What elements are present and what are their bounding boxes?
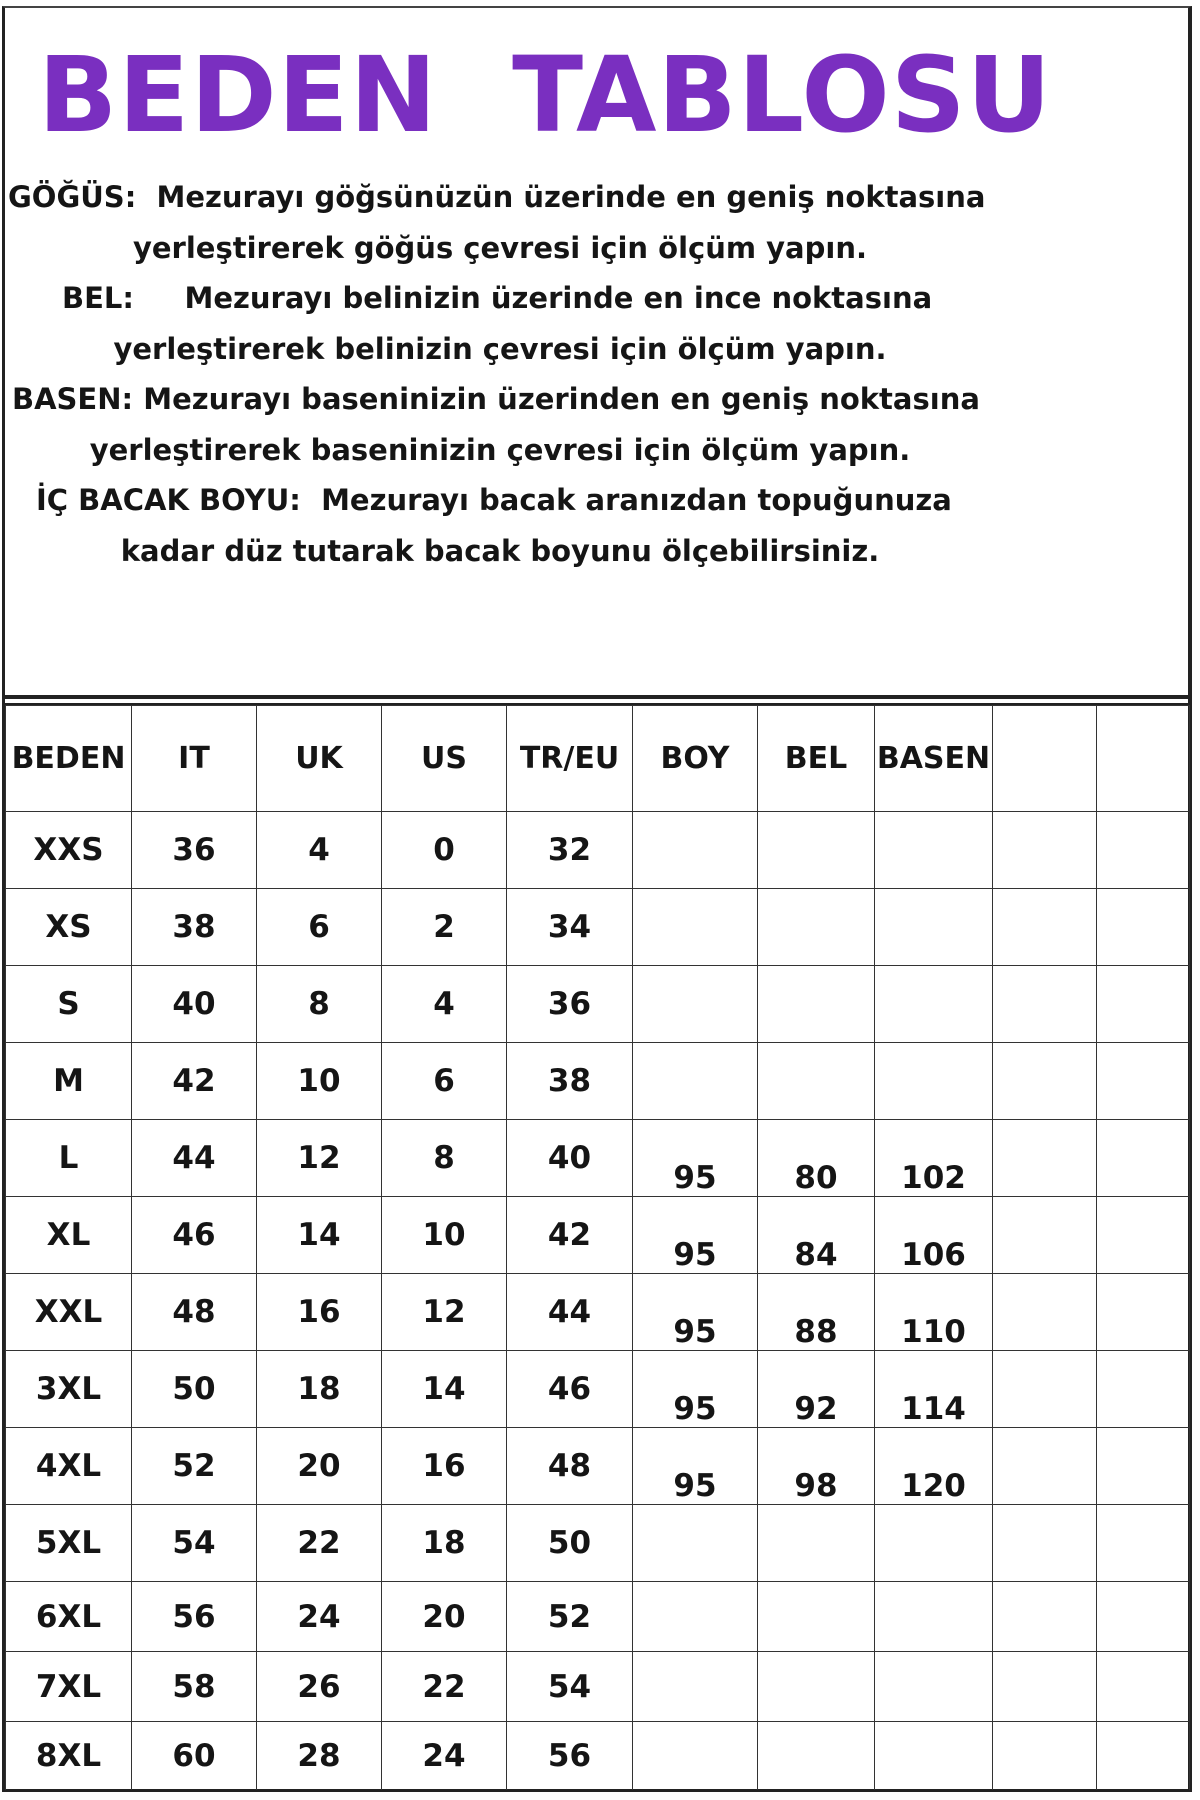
table-cell: 36 [132,812,257,889]
table-cell [993,1197,1097,1274]
table-cell [1097,1428,1190,1505]
table-cell: 58 [132,1652,257,1722]
table-cell: 2 [382,889,507,966]
table-cell [875,1722,993,1790]
table-cell [1097,1274,1190,1351]
table-cell: 106 [875,1197,993,1274]
column-header: BASEN [875,706,993,812]
table-cell: 36 [507,966,633,1043]
size-label-cell: XL [6,1197,132,1274]
table-cell [1097,1197,1190,1274]
table-cell: 95 [633,1197,758,1274]
table-row [6,889,1190,966]
column-header: US [382,706,507,812]
table-cell: 60 [132,1722,257,1790]
table-cell: 40 [132,966,257,1043]
size-label-cell: 4XL [6,1428,132,1505]
table-cell: 52 [132,1428,257,1505]
table-cell: 12 [382,1274,507,1351]
table-cell: 95 [633,1428,758,1505]
table-cell: 22 [382,1652,507,1722]
table-row [6,1428,1190,1505]
table-cell: 120 [875,1428,993,1505]
table-cell [633,1582,758,1652]
table-cell [993,1351,1097,1428]
table-cell [758,1582,875,1652]
table-cell [758,1505,875,1582]
size-label-cell: S [6,966,132,1043]
table-cell: 10 [382,1197,507,1274]
size-label-cell: XXS [6,812,132,889]
size-label-cell: L [6,1120,132,1197]
table-cell [1097,1043,1190,1120]
instruction-line: BASEN: Mezurayı baseninizin üzerinden en geniş noktasına [12,382,980,416]
table-cell [633,1722,758,1790]
table-cell: 20 [257,1428,382,1505]
table-cell [993,1274,1097,1351]
table-cell [633,1505,758,1582]
table-cell [993,889,1097,966]
table-cell [875,812,993,889]
table-cell: 44 [132,1120,257,1197]
column-header: BEL [758,706,875,812]
table-cell [758,1722,875,1790]
table-cell [993,966,1097,1043]
table-cell [993,1428,1097,1505]
table-cell: 98 [758,1428,875,1505]
table-cell [1097,1652,1190,1722]
table-row [6,812,1190,889]
table-cell: 92 [758,1351,875,1428]
size-label-cell: 7XL [6,1652,132,1722]
table-row [6,1722,1190,1790]
table-cell [758,966,875,1043]
table-cell [875,1043,993,1120]
column-header: IT [132,706,257,812]
table-cell: 12 [257,1120,382,1197]
table-cell: 6 [257,889,382,966]
table-cell: 4 [382,966,507,1043]
table-cell: 16 [382,1428,507,1505]
table-cell: 20 [382,1582,507,1652]
size-label-cell: 8XL [6,1722,132,1790]
table-cell [1097,966,1190,1043]
table-cell [758,812,875,889]
table-cell [993,1722,1097,1790]
table-cell: 102 [875,1120,993,1197]
table-cell: 6 [382,1043,507,1120]
table-cell: 38 [132,889,257,966]
table-cell: 54 [507,1652,633,1722]
instruction-line: BEL: Mezurayı belinizin üzerinde en ince noktasına [62,281,933,315]
section-divider [5,695,1191,699]
table-row [6,1197,1190,1274]
table-cell: 24 [382,1722,507,1790]
table-cell: 14 [382,1351,507,1428]
table-cell [633,966,758,1043]
table-cell: 95 [633,1274,758,1351]
column-header [1097,706,1190,812]
table-cell: 16 [257,1274,382,1351]
table-body [6,812,1190,1790]
table-cell: 50 [132,1351,257,1428]
table-cell [1097,1722,1190,1790]
table-cell: 22 [257,1505,382,1582]
table-cell [993,1043,1097,1120]
instruction-line: İÇ BACAK BOYU: Mezurayı bacak aranızdan topuğunuza [36,483,952,517]
table-cell [875,966,993,1043]
table-cell [993,1120,1097,1197]
table-cell [758,1043,875,1120]
table-row [6,1274,1190,1351]
size-label-cell: XS [6,889,132,966]
size-label-cell: M [6,1043,132,1120]
table-row [6,1351,1190,1428]
table-cell: 32 [507,812,633,889]
table-cell [633,1652,758,1722]
table-cell [1097,1120,1190,1197]
instruction-line: yerleştirerek baseninizin çevresi için ölçüm yapın. [89,432,911,467]
table-cell: 24 [257,1582,382,1652]
table-cell [633,1043,758,1120]
table-cell: 18 [382,1505,507,1582]
page-title: BEDEN TABLOSU [38,34,1053,156]
size-label-cell: 5XL [6,1505,132,1582]
table-cell: 8 [382,1120,507,1197]
table-cell [993,812,1097,889]
table-cell: 10 [257,1043,382,1120]
table-cell: 38 [507,1043,633,1120]
table-cell: 48 [132,1274,257,1351]
table-row [6,966,1190,1043]
table-cell: 42 [507,1197,633,1274]
measurement-instructions [0,172,1000,576]
instruction-line: kadar düz tutarak bacak boyunu ölçebilirsiniz. [120,533,880,568]
table-row [6,1505,1190,1582]
table-cell: 0 [382,812,507,889]
table-cell [1097,1351,1190,1428]
table-cell [758,889,875,966]
table-cell: 114 [875,1351,993,1428]
table-cell: 95 [633,1351,758,1428]
table-cell: 84 [758,1197,875,1274]
table-cell: 46 [132,1197,257,1274]
table-cell: 95 [633,1120,758,1197]
table-cell [758,1652,875,1722]
table-header-row [6,706,1190,812]
instruction-line: yerleştirerek göğüs çevresi için ölçüm yapın. [132,230,867,265]
table-cell [875,1505,993,1582]
size-label-cell: 6XL [6,1582,132,1652]
table-cell [875,889,993,966]
table-cell: 28 [257,1722,382,1790]
column-header [993,706,1097,812]
table-cell: 44 [507,1274,633,1351]
column-header: BEDEN [6,706,132,812]
table-cell [1097,1582,1190,1652]
table-cell: 54 [132,1505,257,1582]
table-cell [993,1652,1097,1722]
table-cell [993,1505,1097,1582]
column-header: BOY [633,706,758,812]
table-cell [875,1652,993,1722]
size-table [5,705,1190,1790]
table-row [6,1652,1190,1722]
table-cell: 88 [758,1274,875,1351]
table-cell: 34 [507,889,633,966]
table-cell: 8 [257,966,382,1043]
table-cell: 50 [507,1505,633,1582]
table-cell [875,1582,993,1652]
table-cell: 56 [507,1722,633,1790]
table-cell: 48 [507,1428,633,1505]
table-cell: 56 [132,1582,257,1652]
table-cell [633,889,758,966]
table-cell [993,1582,1097,1652]
table-cell: 26 [257,1652,382,1722]
table-cell: 46 [507,1351,633,1428]
table-cell: 42 [132,1043,257,1120]
table-cell [1097,889,1190,966]
table-cell [633,812,758,889]
table-cell: 18 [257,1351,382,1428]
table-cell: 110 [875,1274,993,1351]
table-cell: 40 [507,1120,633,1197]
table-cell [1097,812,1190,889]
table-cell: 4 [257,812,382,889]
size-label-cell: XXL [6,1274,132,1351]
instruction-line: yerleştirerek belinizin çevresi için ölçüm yapın. [113,331,887,366]
column-header: TR/EU [507,706,633,812]
table-cell: 80 [758,1120,875,1197]
table-row [6,1582,1190,1652]
table-cell [1097,1505,1190,1582]
table-row [6,1120,1190,1197]
instruction-line: GÖĞÜS: Mezurayı göğsünüzün üzerinde en geniş noktasına [8,180,986,214]
table-row [6,1043,1190,1120]
column-header: UK [257,706,382,812]
size-label-cell: 3XL [6,1351,132,1428]
table-cell: 52 [507,1582,633,1652]
table-cell: 14 [257,1197,382,1274]
